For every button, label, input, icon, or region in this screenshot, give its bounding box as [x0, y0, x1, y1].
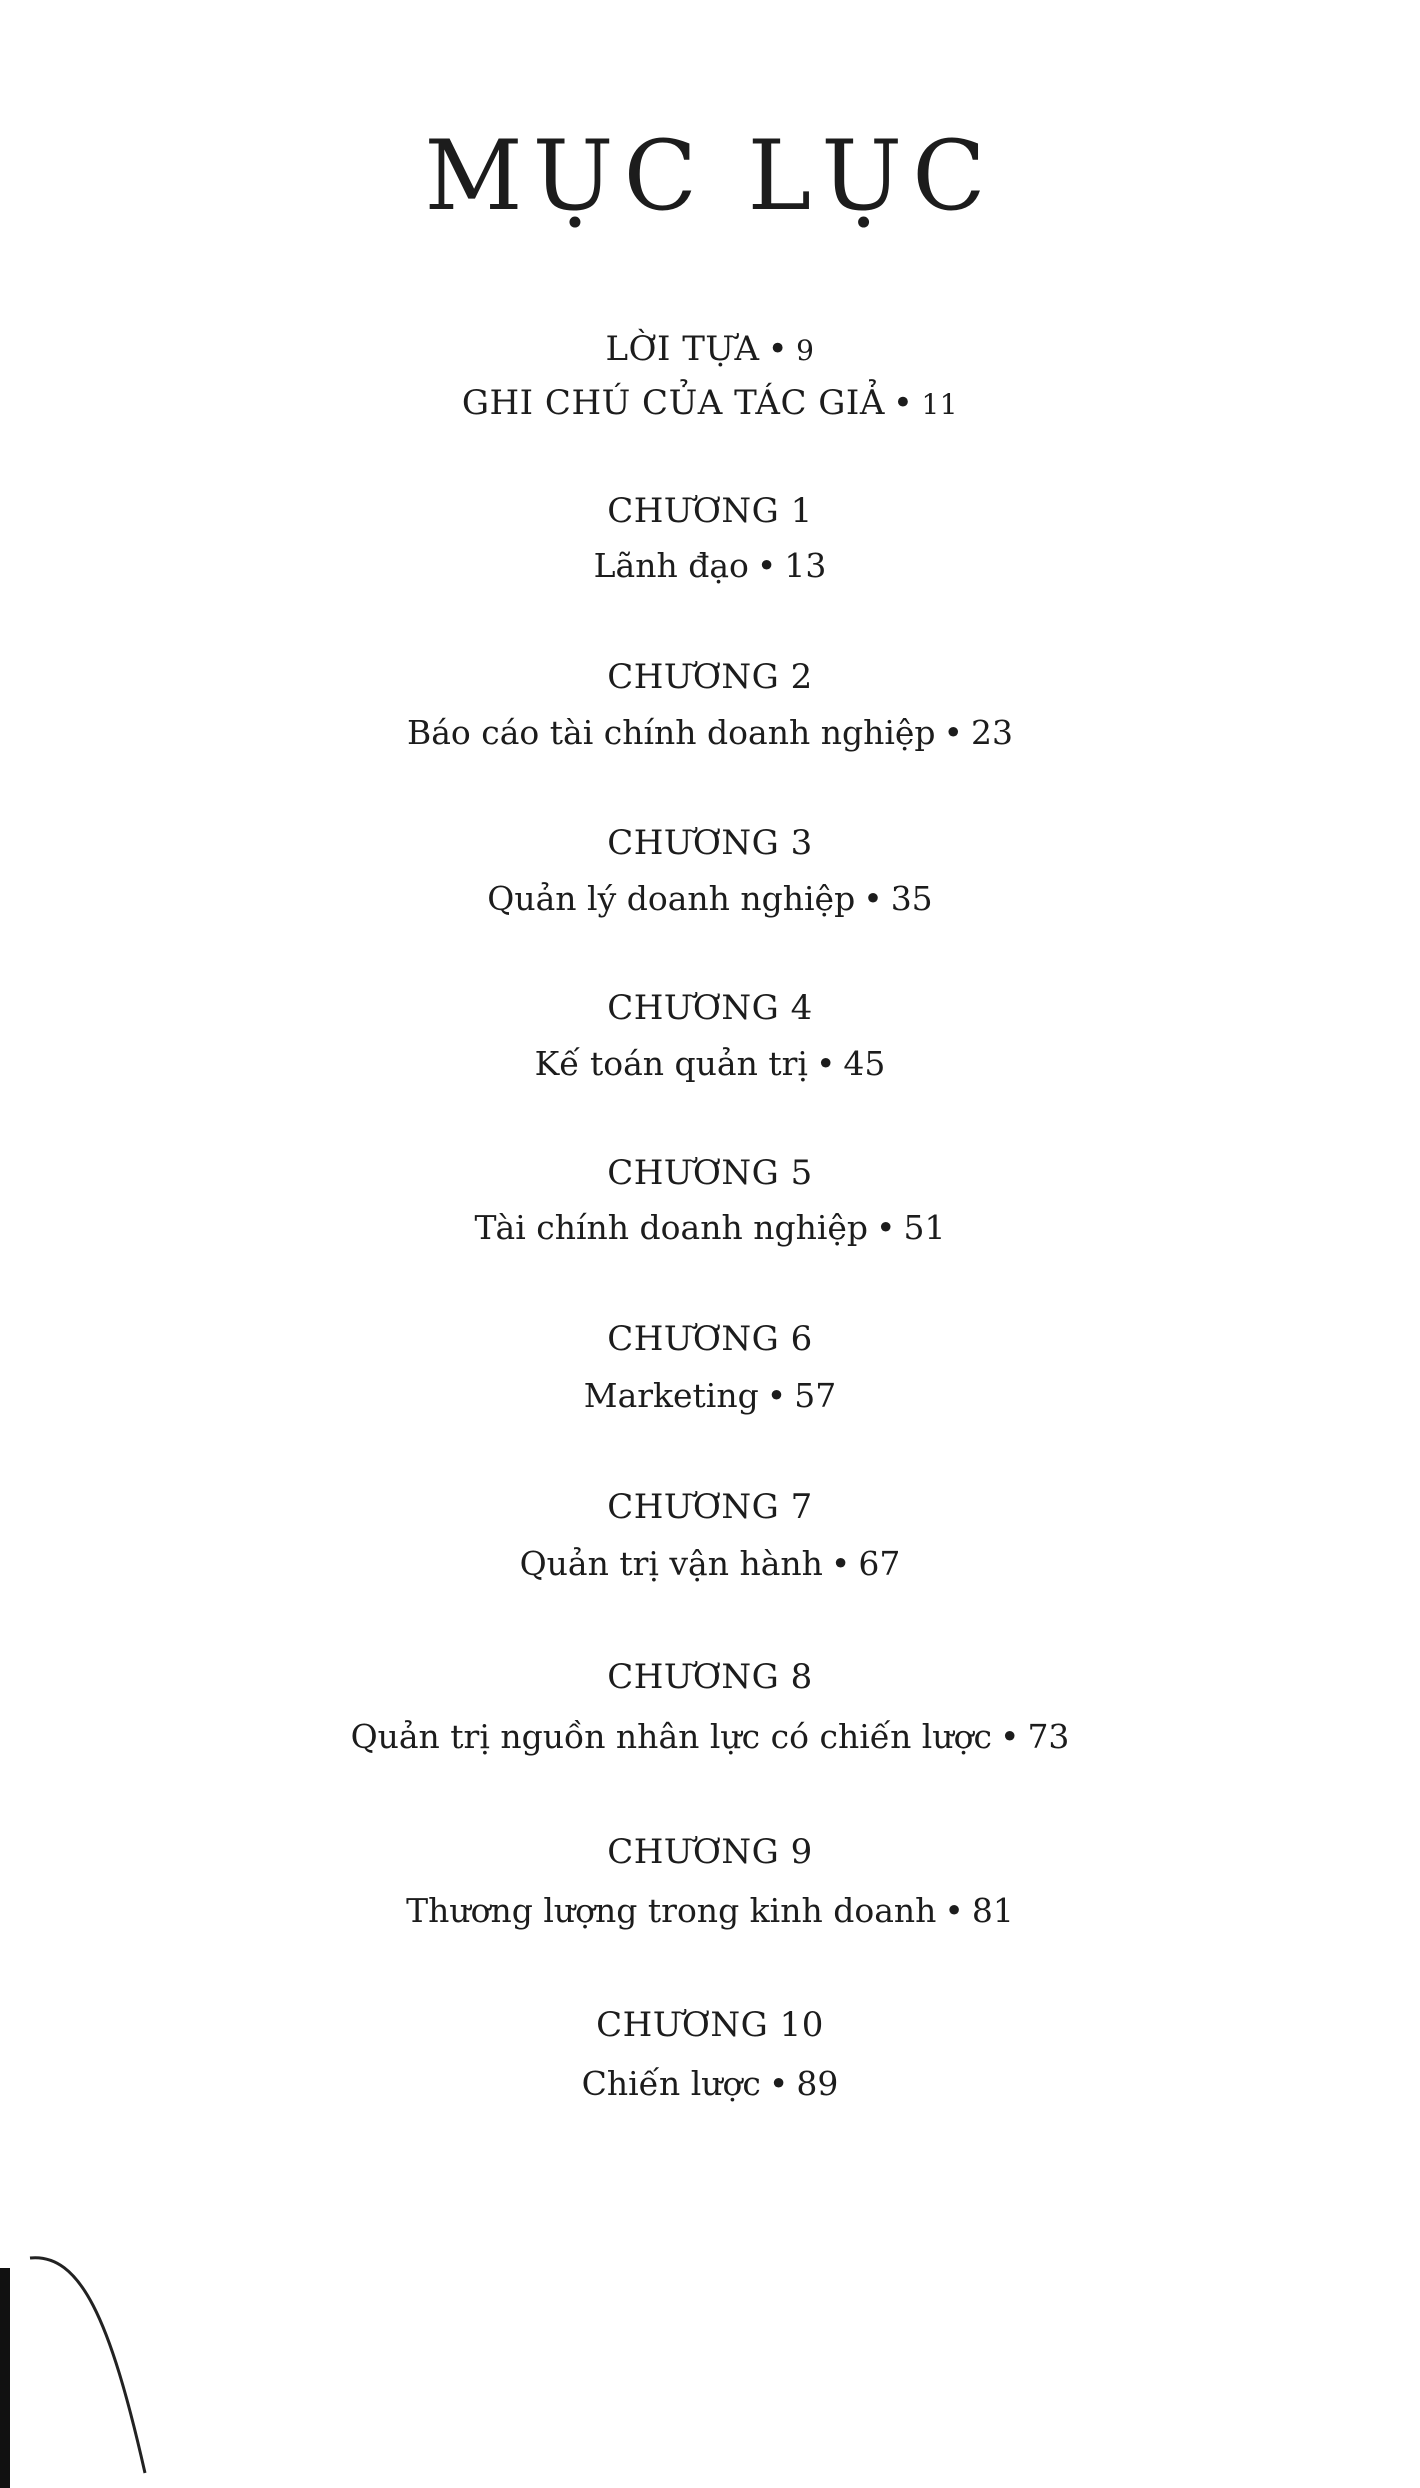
chapter-title: Quản trị nguồn nhân lực có chiến lược — [350, 1717, 992, 1756]
chapter-page-number: 67 — [858, 1544, 901, 1583]
chapter-entry — [0, 546, 1420, 585]
toc-entry-author-note — [0, 383, 1420, 423]
chapter-label: CHƯƠNG 5 — [607, 1153, 813, 1193]
chapter-label: CHƯƠNG 7 — [607, 1487, 813, 1527]
chapter-page-number: 35 — [890, 879, 933, 918]
chapter-entry — [0, 1544, 1420, 1583]
chapter-title: Lãnh đạo — [593, 546, 749, 585]
chapter-label: CHƯƠNG 6 — [607, 1319, 813, 1359]
page-curl-line — [20, 2238, 160, 2488]
chapter-entry — [0, 1891, 1420, 1930]
chapter-entry — [0, 1044, 1420, 1083]
chapter-title: Thương lượng trong kinh doanh — [406, 1891, 937, 1930]
chapter-title: Kế toán quản trị — [534, 1044, 808, 1083]
chapter-title: Marketing — [583, 1376, 759, 1415]
chapter-page-number: 13 — [784, 546, 827, 585]
entry-page-number: 9 — [796, 334, 815, 367]
toc-entry-foreword — [0, 329, 1420, 369]
chapter-label: CHƯƠNG 1 — [607, 491, 813, 531]
chapter-label: CHƯƠNG 8 — [607, 1657, 813, 1697]
chapter-entry — [0, 1717, 1420, 1756]
bullet-separator: • — [756, 546, 777, 585]
chapter-title: Quản lý doanh nghiệp — [487, 879, 856, 918]
entry-label: GHI CHÚ CỦA TÁC GIẢ — [461, 383, 885, 423]
chapter-entry — [0, 713, 1420, 752]
chapter-page-number: 89 — [796, 2064, 839, 2103]
chapter-label: CHƯƠNG 3 — [607, 823, 813, 863]
chapter-page-number: 57 — [794, 1376, 837, 1415]
chapter-title: Quản trị vận hành — [519, 1544, 823, 1583]
bullet-separator: • — [768, 2064, 789, 2103]
chapter-entry — [0, 1376, 1420, 1415]
chapter-page-number: 45 — [843, 1044, 886, 1083]
entry-page-number: 11 — [921, 388, 959, 421]
chapter-entry — [0, 1208, 1420, 1247]
bullet-separator: • — [863, 879, 883, 918]
chapter-label: CHƯƠNG 2 — [607, 657, 813, 697]
bullet-separator: • — [999, 1717, 1020, 1756]
chapter-label: CHƯƠNG 10 — [596, 2005, 824, 2045]
chapter-page-number: 51 — [903, 1208, 946, 1247]
chapter-title: Chiến lược — [581, 2064, 761, 2103]
bullet-separator: • — [876, 1208, 896, 1247]
chapter-label: CHƯƠNG 9 — [607, 1832, 813, 1872]
chapter-entry — [0, 879, 1420, 918]
bullet-separator: • — [944, 1891, 964, 1930]
chapter-page-number: 81 — [971, 1891, 1014, 1930]
chapter-label: CHƯƠNG 4 — [607, 988, 813, 1028]
chapter-page-number: 73 — [1027, 1717, 1070, 1756]
bullet-separator: • — [943, 713, 964, 752]
entry-label: LỜI TỰA — [605, 329, 760, 369]
bullet-separator: • — [767, 329, 789, 369]
bullet-separator: • — [830, 1544, 851, 1583]
chapter-page-number: 23 — [971, 713, 1014, 752]
page-title: MỤC LỤC — [424, 120, 996, 232]
bullet-separator: • — [815, 1044, 836, 1083]
chapter-title: Tài chính doanh nghiệp — [474, 1208, 869, 1247]
chapter-title: Báo cáo tài chính doanh nghiệp — [406, 713, 936, 752]
scan-edge-mark — [0, 2268, 10, 2488]
bullet-separator: • — [892, 383, 914, 423]
bullet-separator: • — [766, 1376, 787, 1415]
chapter-entry — [0, 2064, 1420, 2103]
